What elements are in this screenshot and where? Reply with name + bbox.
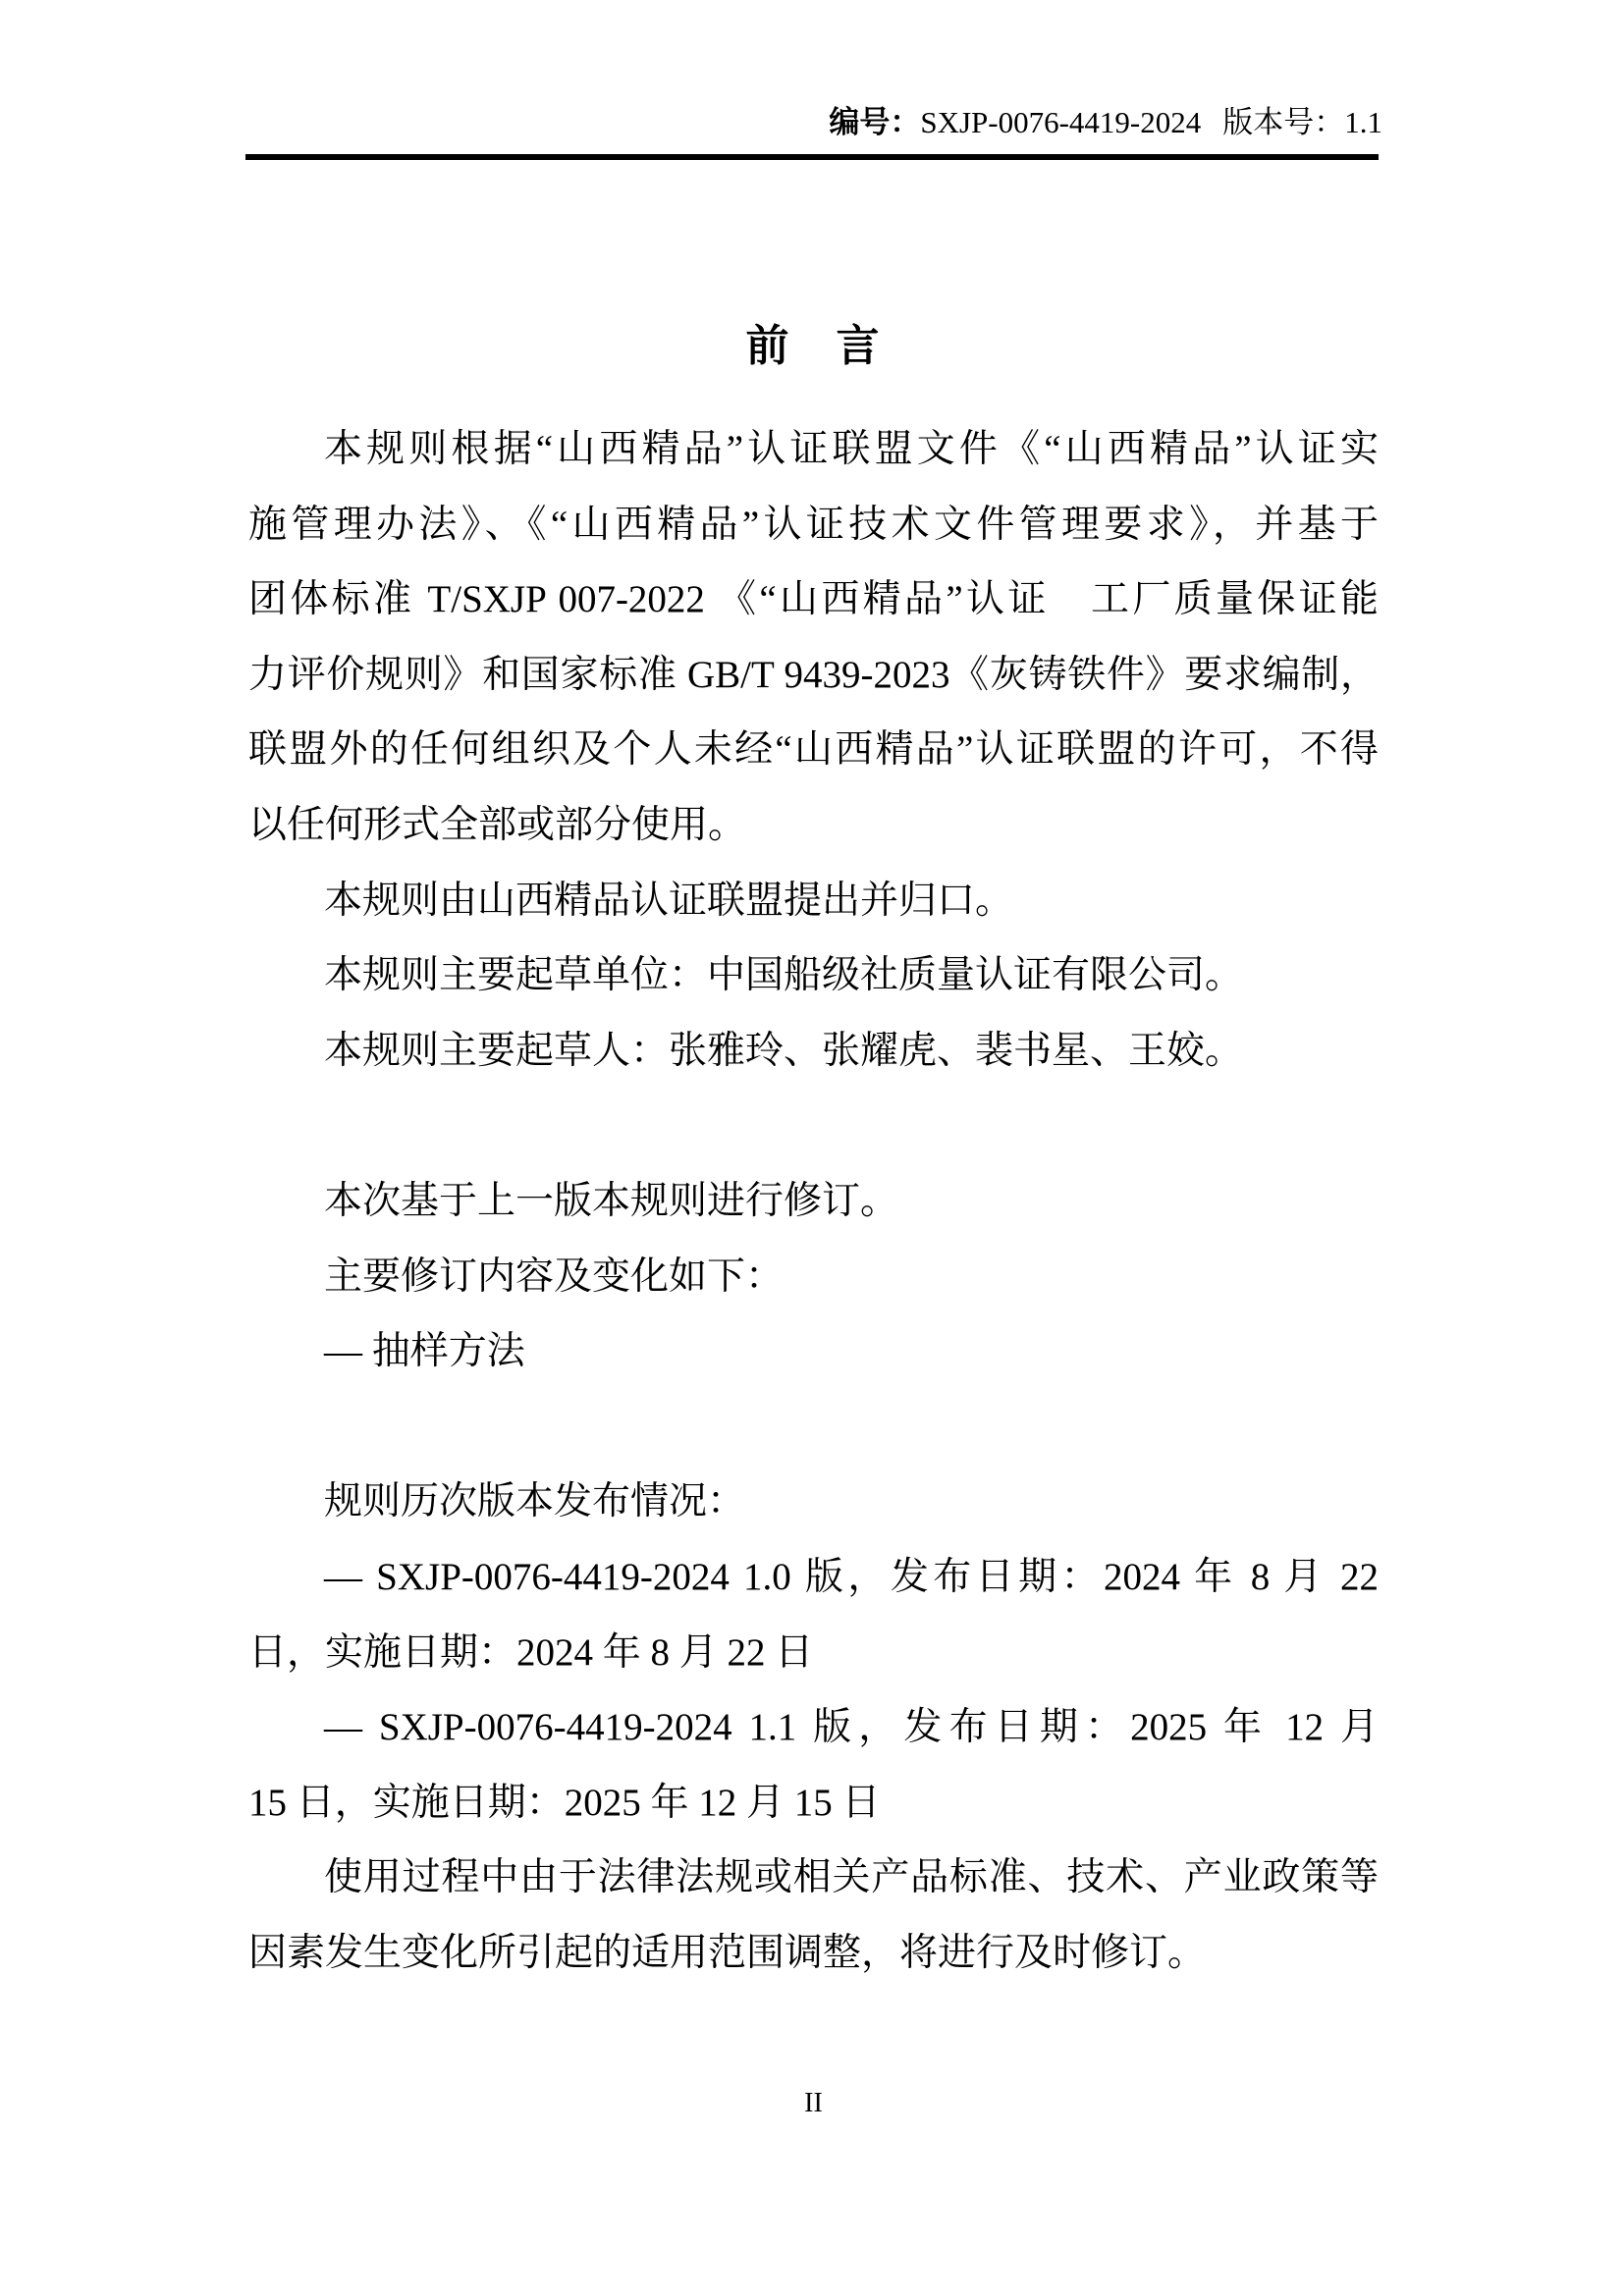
page-title: 前 言 [745,322,882,370]
page-header [248,101,1382,144]
text-line: 以任何形式全部或部分使用。 [248,803,747,846]
doc-number-value: SXJP-0076-4419-2024 [920,105,1202,139]
text-line: 联盟外的任何组织及个人未经“山西精品”认证联盟的许可，不得 [248,728,1379,772]
text-line [248,1089,1379,1164]
text-line: 施管理办法》、《“山西精品”认证技术文件管理要求》，并基于 [248,503,1379,546]
text-line: — SXJP-0076-4419-2024 1.1 版，发布日期：2025 年 12 月 [324,1706,1379,1749]
page-number: II [804,2088,823,2118]
version-label: 版本号： [1222,105,1345,139]
text-line: 15 日，实施日期：2025 年 12 月 15 日 [248,1781,881,1824]
text-line: 规则历次版本发布情况： [324,1480,746,1523]
text-line [248,1390,1379,1466]
text-line: 团体标准 T/SXJP 007-2022 《“山西精品”认证 工厂质量保证能 [248,578,1379,621]
text-line: 本次基于上一版本规则进行修订。 [324,1179,899,1222]
text-line: 主要修订内容及变化如下： [324,1255,785,1298]
text-line: 本规则根据“山西精品”认证联盟文件《“山西精品”认证实 [324,428,1379,470]
text-line: 使用过程中由于法律法规或相关产品标准、技术、产业政策等 [324,1856,1379,1899]
document-body [248,412,1379,1991]
header-rule-line [245,154,1379,160]
page-footer [248,2089,1379,2118]
text-line: 因素发生变化所引起的适用范围调整，将进行及时修订。 [248,1931,1207,1974]
text-line: 日，实施日期：2024 年 8 月 22 日 [248,1630,814,1674]
text-line: 本规则由山西精品认证联盟提出并归口。 [324,879,1014,922]
text-line: 本规则主要起草人：张雅玲、张耀虎、裴书星、王姣。 [324,1029,1244,1072]
text-line: 本规则主要起草单位：中国船级社质量认证有限公司。 [324,954,1244,997]
text-line: — 抽样方法 [324,1330,525,1373]
text-line: 力评价规则》和国家标准 GB/T 9439-2023《灰铸铁件》要求编制， [248,653,1379,696]
doc-number-label: 编号： [829,105,921,139]
text-line: — SXJP-0076-4419-2024 1.0 版，发布日期：2024 年 8 月 22 [324,1555,1379,1598]
version-value: 1.1 [1344,105,1382,139]
